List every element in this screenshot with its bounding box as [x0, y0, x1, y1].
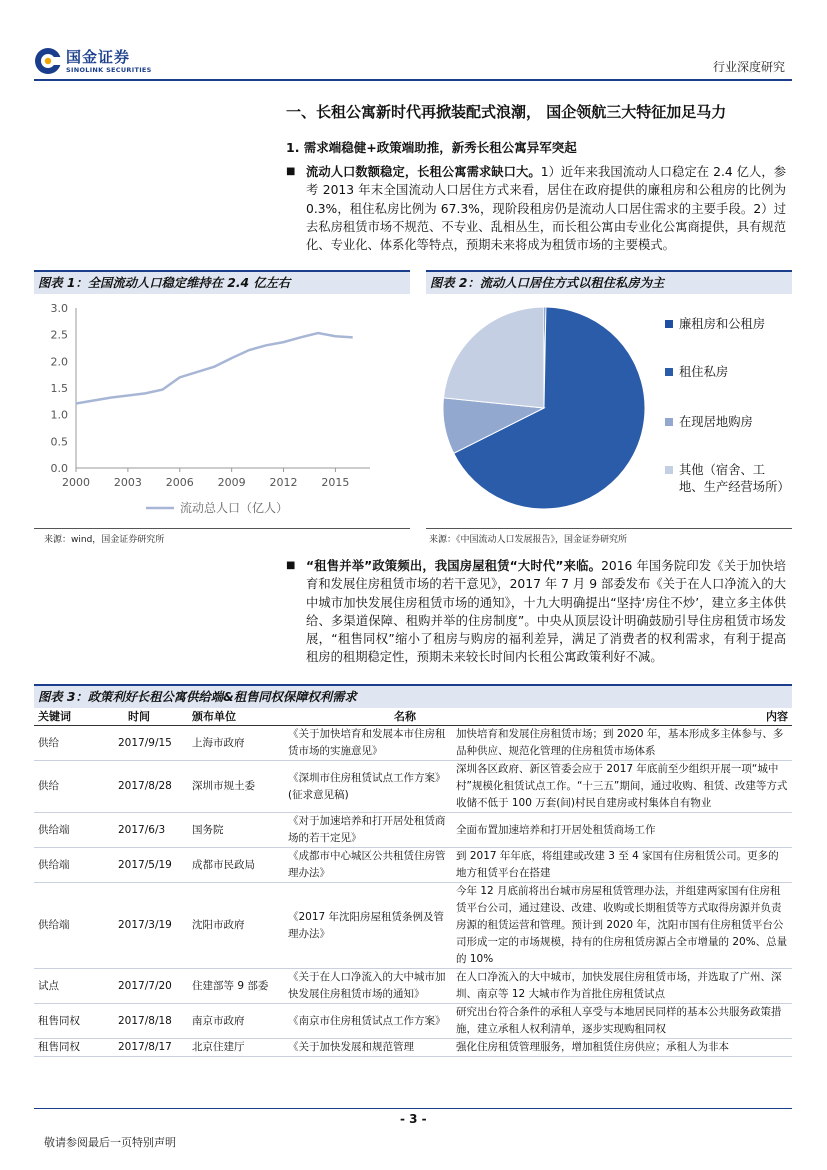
- cell-date: 2017/8/28: [98, 761, 188, 813]
- company-logo-icon: [34, 47, 62, 75]
- section-title: 一、长租公寓新时代再掀装配式浪潮， 国企领航三大特征加足马力: [286, 103, 727, 121]
- table-row: [34, 761, 792, 813]
- y-tick-label: 3.0: [50, 302, 68, 315]
- figure-2-source: 来源：《中国流动人口发展报告》，国金证券研究所: [429, 535, 628, 545]
- cell-name: 《关于在人口净流入的大中城市加快发展住房租赁市场的通知》: [284, 969, 452, 1004]
- y-tick-label: 2.0: [50, 355, 68, 369]
- cell-keyword: 供给端: [34, 813, 98, 848]
- legend-label: 廉租房和公租房: [679, 317, 766, 331]
- disclaimer-note: 敬请参阅最后一页特别声明: [44, 1136, 176, 1149]
- cell-org: 北京住建厅: [188, 1039, 284, 1057]
- logo-chinese-name: 国金证券: [66, 48, 131, 66]
- figure-1-caption: 图表 1：全国流动人口稳定维持在 2.4 亿左右: [34, 270, 410, 294]
- paragraph-lead: 流动人口数额稳定，长租公寓需求缺口大。: [306, 165, 541, 179]
- report-type-label: 行业深度研究: [712, 60, 785, 74]
- legend-swatch: [665, 320, 673, 328]
- table-row: [34, 969, 792, 1004]
- figure-3-caption: 图表 3：政策利好长租公寓供给端&租售同权保障权利需求: [34, 684, 792, 708]
- legend-item: [665, 414, 789, 431]
- x-tick-label: 2003: [113, 476, 142, 489]
- paragraph-population: [286, 163, 786, 254]
- legend-swatch: [665, 466, 673, 474]
- legend-label: 在现居地购房: [679, 415, 753, 429]
- cell-keyword: 试点: [34, 969, 98, 1004]
- cell-content: 今年 12 月底前将出台城市房屋租赁管理办法，并组建两家国有住房租赁平台公司，通过建设、改建、收购或长期租赁等方式取得房源并负责房源的租赁运营和管理。预计到 2020 年，沈阳市国有住房租赁平台公司形成一定的市场规模，持有的住房租赁房源占全市增量的 20%、总量的 10%: [452, 883, 792, 969]
- legend-item: [665, 462, 789, 496]
- paragraph-text: 2016 年国务院印发《关于加快培育和发展住房租赁市场的若干意见》，2017 年 7 月 9 部委发布《关于在人口净流入的大中城市加快发展住房租赁市场的通知》，十九大明确提出“坚持‘房住不炒’，建立多主体供给、多渠道保障、租购并举的住房制度”。中央从顶层设计明确鼓励引导住房租赁市场发展，“租售同权”缩小了租房与购房的福利差异，满足了消费者的权利需求，有利于提高租房的租期稳定性，预期未来较长时间内长租公寓政策利好不减。: [306, 559, 786, 665]
- legend-swatch: [665, 418, 673, 426]
- x-tick-label: 2009: [217, 476, 246, 489]
- subsection-title: 1. 需求端稳健+政策端助推，新秀长租公寓异军突起: [286, 140, 577, 155]
- x-tick-label: 2000: [62, 476, 90, 489]
- cell-content: 强化住房租赁管理服务，增加租赁住房供应；承租人为非本: [452, 1039, 792, 1057]
- figure-1-source: 来源：wind，国金证券研究所: [44, 535, 165, 545]
- housing-pie-chart: [426, 296, 662, 526]
- y-tick-label: 1.5: [50, 382, 68, 395]
- table-row: [34, 813, 792, 848]
- cell-name: 《2017 年沈阳房屋租赁条例及管理办法》: [284, 883, 452, 969]
- header-keyword: 关键词: [34, 707, 98, 726]
- paragraph-policy: [286, 557, 786, 667]
- figure-1-source-divider: [34, 528, 410, 529]
- cell-content: 研究出台符合条件的承租人享受与本地居民同样的基本公共服务政策措施，建立承租人权利清单，逐步实现购租同权: [452, 1004, 792, 1039]
- table-row: [34, 726, 792, 761]
- y-tick-label: 0.0: [50, 462, 68, 475]
- paragraph-lead: “租售并举”政策频出，我国房屋租赁“大时代”来临。: [306, 559, 602, 573]
- y-tick-label: 0.5: [50, 435, 68, 449]
- cell-org: 深圳市规土委: [188, 761, 284, 813]
- legend-label: 流动总人口（亿人）: [180, 501, 289, 515]
- x-tick-label: 2006: [165, 476, 194, 489]
- cell-date: 2017/7/20: [98, 969, 188, 1004]
- table-row: [34, 848, 792, 883]
- cell-org: 成都市民政局: [188, 848, 284, 883]
- cell-name: 《南京市住房租赁试点工作方案》: [284, 1004, 452, 1039]
- header-name: 名称: [284, 707, 452, 726]
- cell-keyword: 供给端: [34, 883, 98, 969]
- header-date: 时间: [98, 707, 188, 726]
- figure-2-caption: 图表 2：流动人口居住方式以租住私房为主: [426, 270, 792, 294]
- cell-date: 2017/8/17: [98, 1039, 188, 1057]
- y-tick-label: 2.5: [50, 328, 68, 342]
- pie-slice: [444, 307, 544, 408]
- cell-content: 在人口净流入的大中城市，加快发展住房租赁市场，并选取了广州、深圳、南京等 12 大城市作为首批住房租赁试点: [452, 969, 792, 1004]
- cell-content: 到 2017 年年底，将组建或改建 3 至 4 家国有住房租赁公司。更多的地方租赁平台在搭建: [452, 848, 792, 883]
- cell-content: 深圳各区政府、新区管委会应于 2017 年底前至少组织开展一项“城中村”规模化租赁试点工作。“十三五”期间，通过收购、租赁、改建等方式收储不低于 100 万套(间)村民自建房或村集体自有物业: [452, 761, 792, 813]
- cell-org: 国务院: [188, 813, 284, 848]
- x-tick-label: 2012: [269, 476, 298, 489]
- legend-label: 租住私房: [679, 365, 729, 379]
- cell-keyword: 租售同权: [34, 1039, 98, 1057]
- cell-keyword: 供给: [34, 726, 98, 761]
- population-line-chart: [34, 296, 410, 526]
- logo-english-name: SINOLINK SECURITIES: [66, 66, 152, 74]
- series-line: [76, 333, 353, 403]
- legend-label: 其他（宿舍、工地、生产经营场所）: [679, 463, 790, 494]
- figure-2-source-divider: [426, 528, 792, 529]
- cell-date: 2017/9/15: [98, 726, 188, 761]
- policy-table: [34, 707, 792, 1057]
- footer-divider: [34, 1108, 792, 1109]
- table-row: [34, 1039, 792, 1057]
- cell-name: 《关于加快培育和发展本市住房租赁市场的实施意见》: [284, 726, 452, 761]
- table-row: [34, 1004, 792, 1039]
- cell-date: 2017/8/18: [98, 1004, 188, 1039]
- table-row: [34, 883, 792, 969]
- bullet-icon: ■: [286, 560, 296, 571]
- cell-date: 2017/3/19: [98, 883, 188, 969]
- x-tick-label: 2015: [321, 476, 350, 489]
- cell-org: 沈阳市政府: [188, 883, 284, 969]
- cell-name: 《对于加速培养和打开居处租赁商场的若干定见》: [284, 813, 452, 848]
- bullet-icon: ■: [286, 166, 296, 177]
- cell-org: 南京市政府: [188, 1004, 284, 1039]
- cell-name: 《成都市中心城区公共租赁住房管理办法》: [284, 848, 452, 883]
- cell-name: 《关于加快发展和规范管理: [284, 1039, 452, 1057]
- cell-org: 住建部等 9 部委: [188, 969, 284, 1004]
- cell-keyword: 供给: [34, 761, 98, 813]
- y-tick-label: 1.0: [50, 408, 68, 422]
- cell-content: 加快培育和发展住房租赁市场；到 2020 年，基本形成多主体参与、多品种供应、规范化管理的住房租赁市场体系: [452, 726, 792, 761]
- cell-content: 全面布置加速培养和打开居处租赁商场工作: [452, 813, 792, 848]
- cell-date: 2017/6/3: [98, 813, 188, 848]
- legend-swatch: [665, 368, 673, 376]
- cell-date: 2017/5/19: [98, 848, 188, 883]
- table-header-row: [34, 707, 792, 726]
- cell-name: 《深圳市住房租赁试点工作方案》(征求意见稿): [284, 761, 452, 813]
- header-divider: [34, 79, 792, 81]
- header-org: 颁布单位: [188, 707, 284, 726]
- paragraph-text: 1）近年来我国流动人口稳定在 2.4 亿人，参考 2013 年末全国流动人口居住方式来看，居住在政府提供的廉租房和公租房的比例为 0.3%，租住私房比例为 67.3%，现阶段租房仍是流动人口居住需求的主要手段。2）过去私房租赁市场不规范、不专业、乱相丛生，而长租公寓由专业化公寓商提供，具有规范化、专业化、体系化等特点，预期未来将成为租赁市场的主要模式。: [306, 165, 786, 253]
- page-number: - 3 -: [400, 1112, 427, 1126]
- legend-item: [665, 364, 789, 381]
- legend-item: [665, 316, 789, 333]
- header-content: 内容: [452, 707, 792, 726]
- cell-keyword: 供给端: [34, 848, 98, 883]
- cell-keyword: 租售同权: [34, 1004, 98, 1039]
- cell-org: 上海市政府: [188, 726, 284, 761]
